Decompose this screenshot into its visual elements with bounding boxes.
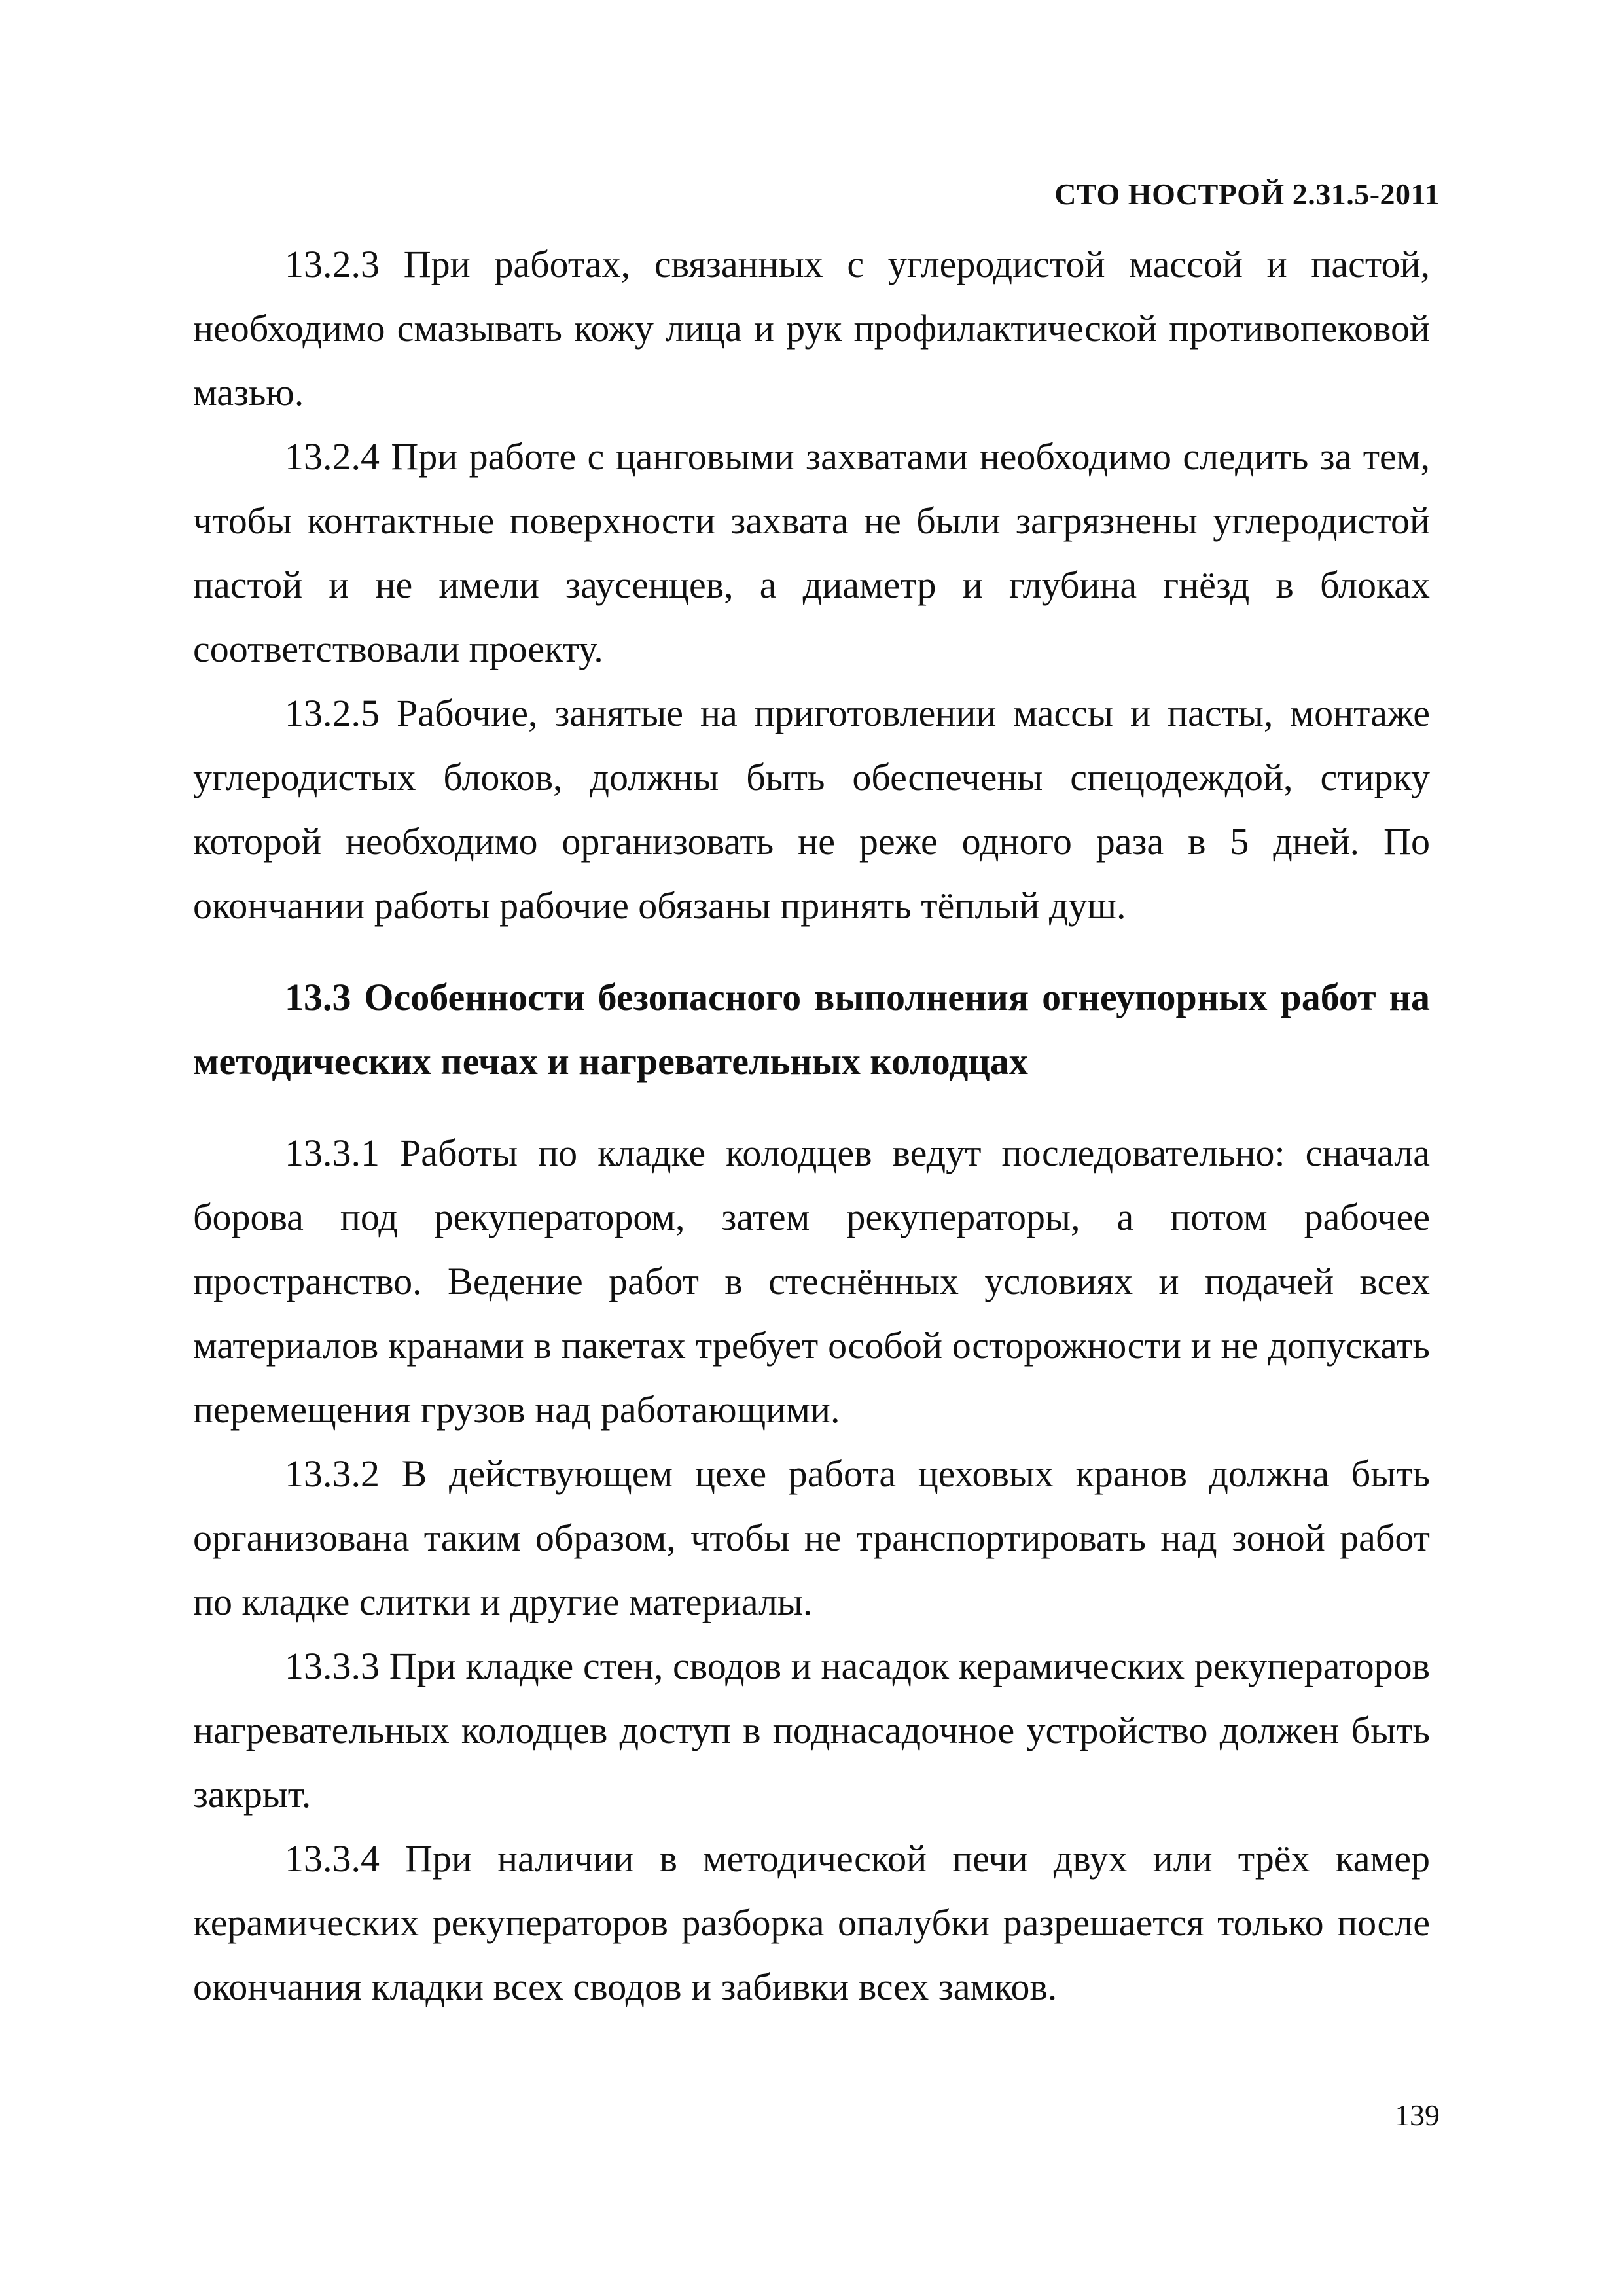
paragraph-13-3-3: 13.3.3 При кладке стен, сводов и насадок керамических рекуператоров нагревательных колодцев доступ в поднасадочное устройство должен быть закрыт.	[193, 1645, 1430, 1816]
paragraph-13-2-4: 13.2.4 При работе с цанговыми захватами необходимо следить за тем, чтобы контактные поверхности захвата не были загрязнены углеродистой пастой и не имели заусенцев, а диаметр и глубина гнёзд в блоках соответствовали проекту.	[193, 435, 1430, 670]
page-number: 139	[1395, 2098, 1440, 2132]
section-heading-13-3: 13.3 Особенности безопасного выполнения огнеупорных работ на методических печах и нагревательных колодцах	[193, 976, 1430, 1083]
body-text	[193, 232, 1430, 2019]
document-code-header: СТО НОСТРОЙ 2.31.5-2011	[1054, 177, 1440, 211]
paragraph-13-3-4: 13.3.4 При наличии в методической печи двух или трёх камер керамических рекуператоров разборка опалубки разрешается только после окончания кладки всех сводов и забивки всех замков.	[193, 1837, 1430, 2008]
paragraph-13-2-5: 13.2.5 Рабочие, занятые на приготовлении массы и пасты, монтаже углеродистых блоков, должны быть обеспечены спецодеждой, стирку которой необходимо организовать не реже одного раза в 5 дней. По окончании работы рабочие обязаны принять тёплый душ.	[193, 692, 1430, 927]
paragraph-13-3-1: 13.3.1 Работы по кладке колодцев ведут последовательно: сначала борова под рекуператором, затем рекуператоры, а потом рабочее пространство. Ведение работ в стеснённых условиях и подачей всех материалов кранами в пакетах требует особой осторожности и не допускать перемещения грузов над работающими.	[193, 1132, 1430, 1431]
paragraph-13-2-3: 13.2.3 При работах, связанных с углеродистой массой и пастой, необходимо смазывать кожу лица и рук профилактической противопековой мазью.	[193, 243, 1430, 414]
paragraph-13-3-2: 13.3.2 В действующем цехе работа цеховых кранов должна быть организована таким образом, чтобы не транспортировать над зоной работ по кладке слитки и другие материалы.	[193, 1452, 1430, 1623]
